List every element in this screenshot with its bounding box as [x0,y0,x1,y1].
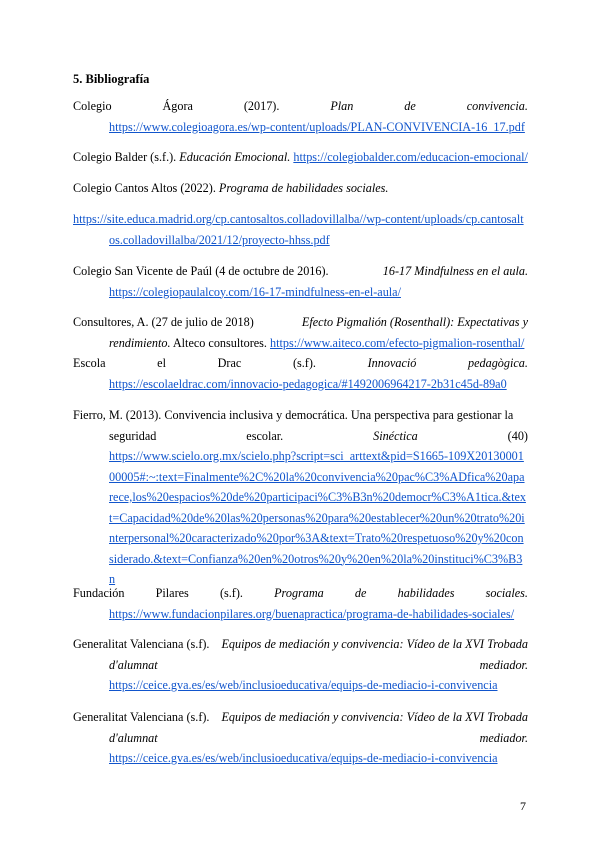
reference-entry [73,353,528,394]
reference-link[interactable]: https://www.fundacionpilares.org/buenapractica/programa-de-habilidades-sociales/ [109,606,515,621]
reference-entry: Colegio Cantos Altos (2022). Programa de habilidades sociales. [73,181,389,195]
reference-entry: Generalitat Valenciana (s.f). Equipos de mediación y convivencia: Vídeo de la XVI Trobada d'alumnat mediador. https://ceice.gva.es/es/web/inclusioeducativa/equips-de-mediacio-i-convivencia [73,710,528,765]
reference-entry: Colegio Balder (s.f.). Educación Emocional. https://colegiobalder.com/educacion-emocional/ [73,150,528,164]
reference-entry: Fierro, M. (2013). Convivencia inclusiva y democrática. Una perspectiva para gestionar la seguridad escolar. Sinéctica (40) https://www.scielo.org.mx/scielo.php?script=sci_arttext&pid=S1665-109X2013000100005#:~:text=Finalmente%2C%20la%20convivencia%20pac%C3%ADfica%20aparece,los%20espacios%20de%20participaci%C3%B3n%20democr%C3%A1tica.&text=Capacidad%20de%20las%20personas%20para%20establecer%20un%20trato%20interpersonal%20caracterizado%20por%3A&text=Trato%20respetuoso%20y%20considerado.&text=Confianza%20en%20otros%20y%20en%20la%20instituci%C3%B3n [73,408,528,586]
reference-entry: Colegio San Vicente de Paúl (4 de octubre de 2016). 16-17 Mindfulness en el aula. https://colegiopaulalcoy.com/16-17-mindfulness-en-el-aula/ [73,264,528,299]
reference-link[interactable]: https://escolaeldrac.com/innovacio-pedagogica/#1492006964217-2b31c45d-89a0 [109,376,507,391]
entry-line: d'alumnat mediador. [109,657,528,672]
entry-line: seguridad escolar. Sinéctica (40) [109,428,528,443]
reference-entry [73,96,528,137]
reference-link[interactable]: https://www.aiteco.com/efecto-pigmalion-rosenthal/ [270,335,525,350]
page-number: 7 [520,799,526,813]
reference-link[interactable]: https://ceice.gva.es/es/web/inclusioeducativa/equips-de-mediacio-i-convivencia [109,678,498,692]
reference-entry [73,583,528,624]
reference-link[interactable]: https://www.scielo.org.mx/scielo.php?script=sci_arttext&pid=S1665-109X2013000100005#:~:text=Finalmente%2C%20la%20convivencia%20pac%C3%ADfica%20aparece,los%20espacios%20de%20participaci%C3%B3n%20democr%C3%A1tica.&text=Capacidad%20de%20las%20personas%20para%20establecer%20un%20trato%20interpersonal%20caracterizado%20por%3A&text=Trato%20respetuoso%20y%20considerado.&text=Confianza%20en%20otros%20y%20en%20la%20instituci%C3%B3n [109,449,526,586]
reference-entry [73,209,528,250]
reference-link[interactable]: https://www.colegioagora.es/wp-content/uploads/PLAN-CONVIVENCIA-16_17.pdf [109,119,525,134]
reference-entry: Generalitat Valenciana (s.f). Equipos de mediación y convivencia: Vídeo de la XVI Trobada d'alumnat mediador. https://ceice.gva.es/es/web/inclusioeducativa/equips-de-mediacio-i-convivencia [73,637,528,692]
entry-line: d'alumnat mediador. [109,730,528,745]
entry-line: Escola el Drac (s.f). Innovació pedagògica. [73,356,528,370]
section-title: 5. Bibliografía [73,72,150,86]
reference-link[interactable]: https://site.educa.madrid.org/cp.cantosaltos.colladovillalba//wp-content/uploads/cp.cantosaltos.colladovillalba/2021/12/proyecto-hhss.pdf [73,212,524,247]
reference-link[interactable]: https://colegiopaulalcoy.com/16-17-mindfulness-en-el-aula/ [109,284,401,299]
entry-line: Fundación Pilares (s.f). Programa de habilidades sociales. [73,586,528,600]
reference-link[interactable]: https://ceice.gva.es/es/web/inclusioeducativa/equips-de-mediacio-i-convivencia [109,751,498,765]
reference-entry: Consultores, A. (27 de julio de 2018) Efecto Pigmalión (Rosenthall): Expectativas y rendimiento. Alteco consultores. https://www.aiteco.com/efecto-pigmalion-rosenthal/ [73,315,528,350]
entry-line: Colegio Ágora (2017). Plan de convivencia. [73,99,528,113]
reference-link[interactable]: https://colegiobalder.com/educacion-emocional/ [293,150,528,164]
